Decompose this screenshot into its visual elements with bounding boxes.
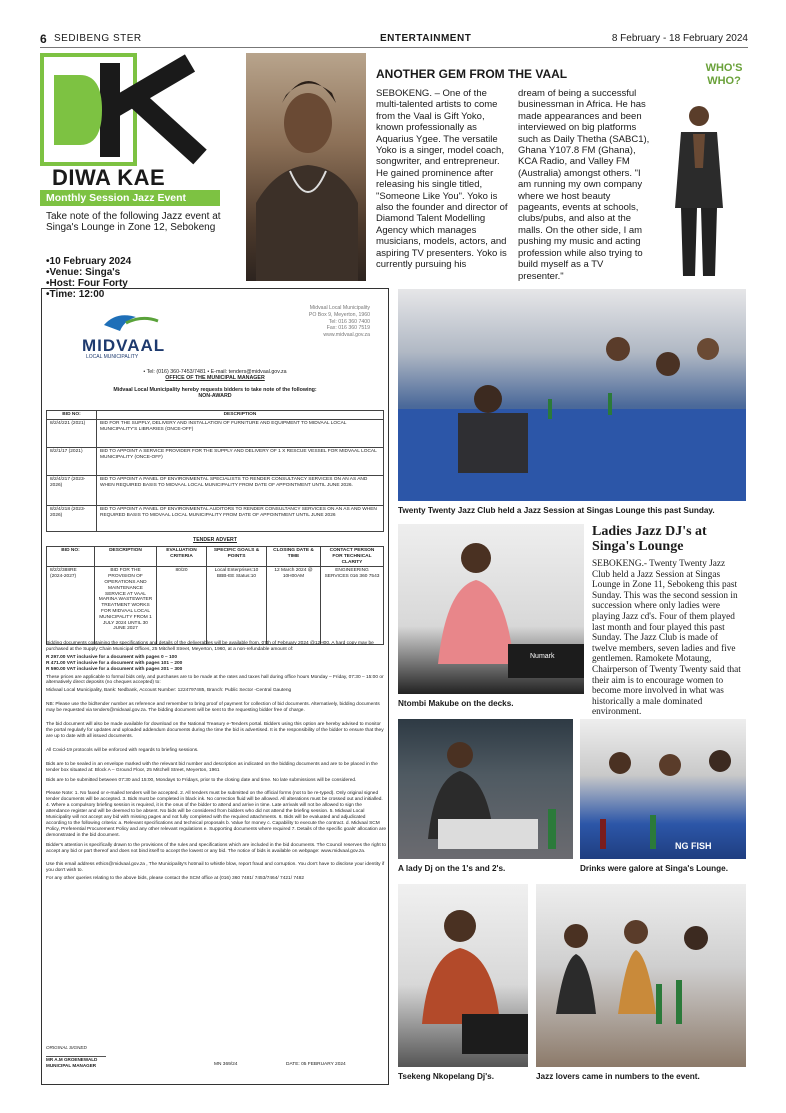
gift-yoko-fullbody-photo xyxy=(653,98,745,280)
table-row xyxy=(47,475,384,505)
event-venue: • Venue: Singa's xyxy=(46,267,131,278)
address-line: www.midvaal.gov.za xyxy=(323,332,370,339)
badge-line-1: WHO'S xyxy=(705,62,743,74)
body-paragraph: Bidding documents containing the specifications and details of the deliverables will be available from, 07th of February 2024 @12H00. A hard copy may be purchased at the Supply Chain Municipal Offices, 25 Mitchell Street, Meyerton, 1960, at a non-refundable amount of: xyxy=(46,641,374,652)
bid-description: BID FOR THE SUPPLY, DELIVERY AND INSTALLATION OF FURNITURE AND EQUIPMENT TO MIDVAAL LOCAL MUNICIPALITY'S LIBRARIES (ONCE-OFF) xyxy=(97,419,384,447)
column-header: BID NO: xyxy=(47,547,95,567)
crowd-scene xyxy=(398,289,746,501)
original-signed: ORIGINAL SIGNED xyxy=(46,1045,87,1050)
table-row xyxy=(47,419,384,447)
lady-dj-photo xyxy=(398,719,573,859)
evaluation-criteria: 80/20 xyxy=(157,567,207,645)
event-title: Monthly Session Jazz Event xyxy=(40,190,220,206)
body-paragraph: Bids are to be submitted between 07:30 and 15:00, Mondays to Fridays, prior to the closing date and time. No late submissions will be considered. xyxy=(46,777,357,783)
portrait-silhouette xyxy=(246,53,366,281)
request-line: Midvaal Local Municipality hereby requests bidders to take note of the following: xyxy=(113,386,317,393)
event-time: • Time: 12:00 xyxy=(46,289,131,300)
specific-goals: Local Enterprises:10 BBB-EE Status:10 xyxy=(207,567,267,645)
dk-logo xyxy=(40,53,218,166)
dj-scene xyxy=(398,524,584,694)
event-intro: Take note of the following Jazz event at Singa's Lounge in Zone 12, Sebokeng xyxy=(46,211,221,233)
body-paragraph: Bidder's attention is specifically drawn to the provisions of the rules and specifications which are included in the bid documents. The Council reserves the right to accept any bid or part thereof and does not bind itself to accept the lowest or any bid. The notice of bids is available on webpage: www.midvaal.gov.za. xyxy=(46,842,386,854)
body-paragraph: Bids are to be sealed in an envelope marked with the relevant bid number and description as indicated on the bidding documents and are to be placed in the tender box situated at: Block A – Ground Floor, 25 Mitchell Street, Meyerton, 1961 xyxy=(46,761,378,773)
price-line: R 590.00 VAT inclusive for a document with pages 201 – 300 xyxy=(46,666,183,672)
column-header: EVALUATION CRITERIA xyxy=(157,547,207,567)
queries-line: For any other queries relating to the above bids, please contact the SCM office at (016) 360 7481/ 7453/7464/ 7421/ 7482 xyxy=(46,876,305,882)
event-date: • 10 February 2024 xyxy=(46,256,131,267)
tender-table xyxy=(46,546,384,645)
banner-text: NG FISH xyxy=(675,841,712,851)
office-title: OFFICE OF THE MUNICIPAL MANAGER xyxy=(165,375,265,382)
table-row xyxy=(47,567,384,645)
body-paragraph: The bid document will also be made available for download on the National Treasury e-Tenders portal. Bidders using this option are hereby advised to monitor the portal regularly for updates and uploaded addendum documents during the time the bid is advertised. It is the responsibility of the bidder to ensure that they are up to date with all issued documents. xyxy=(46,722,384,739)
bid-number: 8/2/2/388RE (2024-2027) xyxy=(47,567,95,645)
section-name: ENTERTAINMENT xyxy=(380,33,472,44)
bid-description: BID TO APPOINT A SERVICE PROVIDER FOR THE SUPPLY AND DELIVERY OF 1 X RESCUE VESSEL FOR MIDVAAL LOCAL MUNICIPALITY (ONCE-OFF) xyxy=(97,447,384,475)
caption-drinks: Drinks were galore at Singa's Lounge. xyxy=(580,864,728,873)
column-header: BID NO: xyxy=(47,411,97,420)
feature-title: ANOTHER GEM FROM THE VAAL xyxy=(376,67,568,81)
signatory-title: MUNICIPAL MANAGER xyxy=(46,1062,97,1068)
event-host: • Host: Four Forty xyxy=(46,278,131,289)
jazz-lovers-photo xyxy=(536,884,746,1067)
advert-body xyxy=(46,641,386,884)
jazz-headline xyxy=(592,524,707,554)
address-line: Midvaal Local Municipality xyxy=(309,305,370,311)
column-header: CLOSING DATE & TIME xyxy=(267,547,321,567)
please-note-list: Please Note: 1. No faxed or e-mailed tenders will be accepted. 2. All tenders must be submitted on the official forms (not to be re-typed). Only original signed tender documents will be accepted. 3. Bids must be completed in black ink. No correction fluid will be allowed. All alterations must be crossed out and initialled. 4. Where a compulsory briefing session is required, it is the onus of the bidder to attend and arrive in time. Late arrivals will not be allowed to sign the attendance register and will be deemed to be absent. No bids will be considered from bidders who did not attend the briefing session. 5. Midvaal Local Municipality will not accept any bid with missing pages and not fully completed with the required attachments. 6. Bids will be evaluated and adjudicated according to the following criteria: a. Relevant specifications and technical proposals b. Value for money c. Capability to execute the contract. d. Midvaal SCM Policy, Preferential Procurement Policy and any other relevant regulations e. Supporting documents where required 7. Details of the specific goals' allocation are demonstrated in the bid document. xyxy=(46,791,386,838)
midvaal-tender-advert xyxy=(41,288,389,1085)
bank-details: Midvaal Local Municipality, Bank: Nedbank, Account Number: 1224797485, Branch: Public Sector -Central Gauteng xyxy=(46,688,292,694)
drinks-galore-photo xyxy=(580,719,746,859)
issue-dates: 8 February - 18 February 2024 xyxy=(611,33,748,44)
drinks-scene xyxy=(580,719,746,859)
municipality-address xyxy=(240,305,370,339)
jazz-article-body: SEBOKENG.- Twenty Twenty Jazz Club held a Jazz Session at Singas Lounge in Zone 11, Sebokeng this past Sunday. This was the second session in succession where only ladies were playing Jazz cd's. Four of them played last month and four played this past Sunday. The Jazz Club is made of twelve members, seven ladies and five gentlemen. Ramokete Motaung, Chairperson of Twenty Twenty said that their aim is to encourage women to become more involved in what was historically a male dominated environment. xyxy=(592,559,741,718)
lady-dj-scene xyxy=(398,719,573,859)
table-row xyxy=(47,505,384,531)
fullbody-figure xyxy=(653,98,745,280)
table-header-row xyxy=(47,547,384,567)
price-line: R 471.00 VAT inclusive for a document with pages 101 – 200 xyxy=(46,660,183,666)
caption-jazz-session: Twenty Twenty Jazz Club held a Jazz Session at Singas Lounge this past Sunday. xyxy=(398,506,715,515)
body-paragraph: These prices are applicable to formal bids only, and purchases are to be made at the rates and taxes hall during office hours Monday – Friday, 07:30 – 15:00 or alternatively direct deposits (no cheques accepted) to: xyxy=(46,674,384,686)
feature-column-1: SEBOKENG. – One of the multi-talented artists to come from the Vaal is Gift Yoko, known professionally as Aquarius Ygee. The versatile Yoko is a singer, model coach, songwriter, and entrepreneur. He gained prominence after releasing his single titled, "Someone Like You". Yoko is also the founder and director of Diamond Talent Modelling Agency which manages musicians, models, actors, and aspiring TV presenters. Yoko is currently pursuing his xyxy=(376,88,508,271)
address-line: Fax: 016 360 7519 xyxy=(326,325,370,332)
tender-contact: • Tel: (016) 360-7453/7481 • E-mail: tenders@midvaal.gov.za xyxy=(143,369,287,375)
column-header: SPECIFIC GOALS & POINTS xyxy=(207,547,267,567)
page-header xyxy=(40,30,748,48)
column-header: DESCRIPTION xyxy=(95,547,157,567)
bid-description: BID FOR THE PROVISION OF OPERATIONS AND MAINTENANCE SERVICE AT VAAL MARINA WASTEWATER TREATMENT WORKS FOR MIDVAAL LOCAL MUNICIPALITY FROM 1 JULY 2024 UNTIL 30 JUNE 2027 xyxy=(95,567,157,645)
tender-advert-heading: TENDER ADVERT xyxy=(193,537,237,543)
tsekeng-scene xyxy=(398,884,528,1067)
headline-line: Ladies Jazz DJ's at xyxy=(592,524,707,539)
jazz-lovers-scene xyxy=(536,884,746,1067)
bid-number: 8/2/4/217 (2023-2026) xyxy=(47,475,97,505)
badge-line-2: WHO? xyxy=(707,75,741,87)
column-header: DESCRIPTION xyxy=(97,411,384,420)
bid-number: 8/2/1/17 (2021) xyxy=(47,447,97,475)
advert-contact-block xyxy=(42,369,388,400)
whos-who-badge xyxy=(700,62,748,96)
page-number: 6 xyxy=(40,32,47,46)
signature-block xyxy=(46,1045,106,1069)
closing-date: 12 March 2024 @ 10H00AM xyxy=(267,567,321,645)
headline-line: Singa's Lounge xyxy=(592,539,684,554)
midvaal-logo-sub: LOCAL MUNICIPALITY xyxy=(86,354,139,359)
price-line: R 297.00 VAT inclusive for a document with pages 0 – 100 xyxy=(46,654,177,660)
notice-date: DATE: 05 FEBRUARY 2024 xyxy=(286,1062,346,1067)
publication-name: SEDIBENG STER xyxy=(54,33,142,44)
decks-brand: Numark xyxy=(530,653,555,660)
feature-column-2: dream of being a successful businessman in Africa. He has made appearances and been interviewed on big platforms such as Daily Thetha (SABC1), Ghana Y107.8 FM (Ghana), KCA Radio, and Valley FM (Australia) amongst others. "I am running my own company where we host beauty pageants, events at schools, clubs/pubs, and also at the malls. On the other side, I am pushing my music and acting profession while also trying to build myself as a TV presenter." xyxy=(518,88,650,282)
technical-contact: ENGINEERING SERVICES 016 360 7543 xyxy=(321,567,384,645)
address-line: Tel: 016 360 7400 xyxy=(328,318,370,325)
table-header-row xyxy=(47,411,384,420)
jazz-session-crowd-photo xyxy=(398,289,746,501)
ethics-notice: Use this email address ethics@midvaal.gov.za , The Municipality's hotmail to whistle blow, report fraud and corruption. You don't have to disclose your identity if you don't wish to. xyxy=(46,862,385,874)
caption-tsekeng: Tsekeng Nkopelang Dj's. xyxy=(398,1072,494,1081)
ntombi-makube-photo xyxy=(398,524,584,694)
body-paragraph: NB: Please use the bid/tender number as reference and remember to bring proof of payment for collection of bid documents. Alternatively, bidding documents may be requested via tenders@midvaal.gov.za. The bidding document will be sent to the requesting bidder free of charge. xyxy=(46,702,380,714)
caption-lady-dj: A lady Dj on the 1's and 2's. xyxy=(398,864,506,873)
body-paragraph: All Covid-19 protocols will be enforced with regards to briefing sessions. xyxy=(46,747,199,753)
non-award-table xyxy=(46,410,384,532)
table-row xyxy=(47,447,384,475)
bid-number: 8/2/4/218 (2023-2026) xyxy=(47,505,97,531)
bid-description: BID TO APPOINT A PANEL OF ENVIRONMENTAL AUDITORS TO RENDER CONSULTANCY SERVICES ON AN AS AND WHEN REQUIRED BASIS TO MIDVAAL LOCAL MUNICIPALITY FROM DATE OF APPOINTMENT UNTIL JUNE 2026 xyxy=(97,505,384,531)
non-award-heading: NON-AWARD xyxy=(198,393,232,400)
column-header: CONTACT PERSON FOR TECHNICAL CLARITY xyxy=(321,547,384,567)
diwa-kae-column xyxy=(40,53,246,300)
address-line: PO Box 9, Meyerton, 1960 xyxy=(308,311,370,318)
caption-ntombi: Ntombi Makube on the decks. xyxy=(398,699,514,708)
midvaal-logo-text: MIDVAAL xyxy=(82,336,166,355)
signatory-name: MR A.M GROENEWALD xyxy=(46,1056,98,1062)
midvaal-logo xyxy=(76,307,226,359)
notice-number: MN 369/24 xyxy=(214,1062,238,1067)
brand-name: DIWA KAE xyxy=(52,165,166,190)
caption-jazz-lovers: Jazz lovers came in numbers to the event. xyxy=(536,1072,700,1081)
bid-description: BID TO APPOINT A PANEL OF ENVIRONMENTAL SPECIALISTS TO RENDER CONSULTANCY SERVICES ON AN AS AND WHEN REQUIRED BASIS TO MIDVAAL LOCAL MUNICIPALITY FROM DATE OF APPOINTMENT UNTIL JUNE 2026. xyxy=(97,475,384,505)
gift-yoko-portrait-photo xyxy=(246,53,366,281)
bid-number: 8/2/4/221 (2021) xyxy=(47,419,97,447)
tsekeng-nkopelang-photo xyxy=(398,884,528,1067)
